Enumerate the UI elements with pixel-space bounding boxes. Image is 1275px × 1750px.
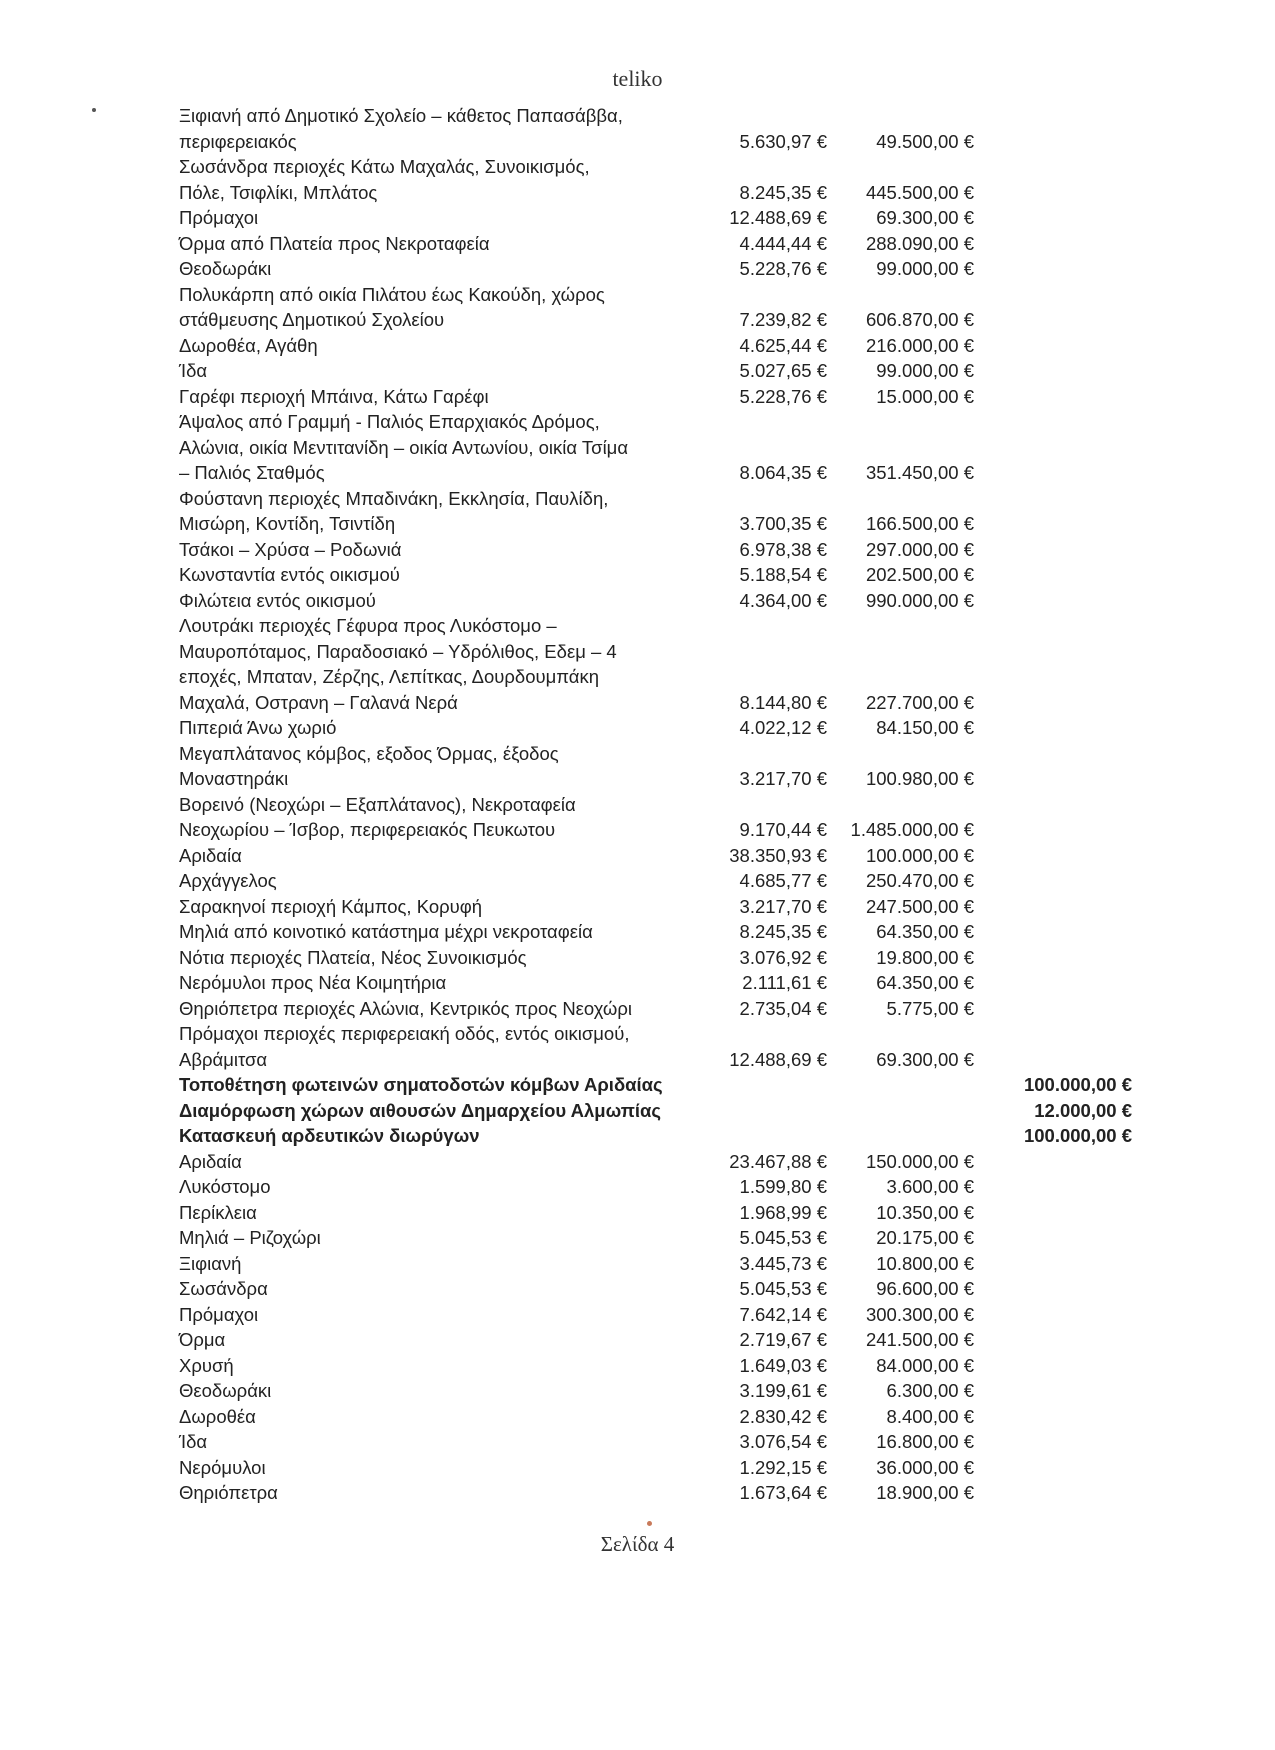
amount-a: 3.199,61 € [739,1380,827,1401]
table-row [179,1276,1139,1302]
amount-a: 38.350,93 € [729,844,827,866]
amount-b: 227.700,00 € [865,691,974,713]
amount-a: 5.045,53 € [739,1278,827,1299]
amount-a: 5.630,97 € [739,130,827,152]
table-row [179,180,1139,206]
amount-b: 166.500,00 € [865,513,974,534]
row-label: Κατασκευή αρδευτικών διωρύγων [179,1125,480,1146]
table-row [179,1149,1139,1175]
amount-a: 2.111,61 € [742,972,827,993]
amount-b: 6.300,00 € [886,1380,974,1401]
amount-a: 4.685,77 € [739,870,827,891]
row-label: Πόλε, Τσιφλίκι, Μπλάτος [179,181,378,203]
row-label: Ξιφιανή [179,1252,242,1274]
table-row [179,1327,1139,1353]
amount-a: 8.064,35 € [739,462,827,483]
amount-a: 6.978,38 € [739,538,827,560]
amount-a: 2.719,67 € [739,1329,827,1350]
row-label: Νερόμυλοι [179,1456,266,1478]
section-total: 100.000,00 € [1023,1074,1132,1095]
amount-b: 300.300,00 € [865,1303,974,1325]
amount-b: 297.000,00 € [865,538,974,560]
row-label: Χρυσή [179,1354,234,1376]
amount-b: 351.450,00 € [865,462,974,483]
row-label: Πιπεριά Άνω χωριό [179,717,337,738]
amount-a: 2.830,42 € [739,1405,827,1427]
table-row [179,1174,1139,1200]
amount-b: 69.300,00 € [876,1048,974,1070]
table-row [179,919,1139,945]
amount-a: 3.217,70 € [739,768,827,789]
amount-a: 1.673,64 € [739,1482,827,1503]
row-label: Όρμα [179,1329,226,1350]
row-label: εποχές, Μπαταν, Ζέρζης, Λεπίτκας, Δουρδουμπάκη [179,666,599,687]
table-row [179,817,1139,843]
table-row [179,384,1139,410]
amount-a: 12.488,69 € [729,207,827,228]
amount-b: 20.175,00 € [876,1227,974,1248]
amount-a: 4.444,44 € [739,232,827,254]
row-label: Πολυκάρπη από οικία Πιλάτου έως Κακούδη, χώρος [179,283,605,305]
table-row [179,511,1139,537]
row-label: Μαυροπόταμος, Παραδοσιακό – Υδρόλιθος, Εδεμ – 4 [179,640,617,662]
table-row [179,333,1139,359]
table-row [179,1251,1139,1277]
table-row [179,129,1139,155]
scan-speck [647,1521,652,1526]
row-label: Αβράμιτσα [179,1048,268,1070]
amount-a: 3.217,70 € [739,895,827,917]
row-label: Μεγαπλάτανος κόμβος, εξοδος Όρμας, έξοδος [179,742,559,764]
table-row [179,486,1139,512]
table-row [179,945,1139,971]
amount-a: 5.188,54 € [739,564,827,585]
table-row [179,460,1139,486]
amount-a: 5.228,76 € [739,258,827,279]
amount-a: 12.488,69 € [729,1048,827,1070]
row-label: Αρχάγγελος [179,870,277,891]
row-label: – Παλιός Σταθμός [179,462,325,483]
amount-b: 64.350,00 € [876,972,974,993]
row-label: Ίδα [179,1431,208,1452]
row-label: περιφερειακός [179,130,297,152]
amount-a: 23.467,88 € [729,1150,827,1172]
table-row [179,1378,1139,1404]
table-row [179,307,1139,333]
page-footer: Σελίδα 4 [600,1532,675,1556]
table-row [179,843,1139,869]
row-label: Λουτράκι περιοχές Γέφυρα προς Λυκόστομο – [179,615,557,636]
table-row [179,1302,1139,1328]
row-label: Μηλιά από κοινοτικό κατάστημα μέχρι νεκροταφεία [179,921,593,942]
amount-b: 15.000,00 € [876,385,974,407]
amount-a: 3.076,92 € [739,946,827,968]
amount-b: 216.000,00 € [865,334,974,356]
amount-a: 5.027,65 € [739,360,827,381]
amount-b: 445.500,00 € [865,181,974,203]
amount-b: 84.150,00 € [876,717,974,738]
section-total: 100.000,00 € [1023,1125,1132,1146]
row-label: Ίδα [179,360,208,381]
table-row [179,562,1139,588]
row-label: Άψαλος από Γραμμή - Παλιός Επαρχιακός Δρόμος, [179,411,600,432]
row-label: Αλώνια, οικία Μεντιτανίδη – οικία Αντωνίου, οικία Τσίμα [179,436,629,458]
amount-b: 3.600,00 € [886,1176,974,1197]
table-row [179,358,1139,384]
row-label: στάθμευσης Δημοτικού Σχολείου [179,309,445,330]
amount-a: 1.968,99 € [739,1201,827,1223]
amount-b: 64.350,00 € [876,921,974,942]
amount-b: 1.485.000,00 € [850,819,974,840]
table-row [179,1353,1139,1379]
amount-b: 606.870,00 € [865,309,974,330]
table-row [179,868,1139,894]
amount-a: 4.022,12 € [739,717,827,738]
amount-a: 4.625,44 € [739,334,827,356]
amount-a: 1.292,15 € [739,1456,827,1478]
table-row [179,1225,1139,1251]
row-label: Νεοχωρίου – Ίσβορ, περιφερειακός Πευκωτου [179,819,556,840]
page-header: teliko [612,66,663,91]
table-row [179,1200,1139,1226]
amount-b: 990.000,00 € [865,589,974,611]
amount-b: 36.000,00 € [876,1456,974,1478]
amount-b: 250.470,00 € [865,870,974,891]
row-label: Μαχαλά, Οστρανη – Γαλανά Νερά [179,691,458,713]
amount-b: 19.800,00 € [876,946,974,968]
table-row [179,1404,1139,1430]
amount-b: 100.980,00 € [865,768,974,789]
amount-b: 69.300,00 € [876,207,974,228]
table-row [179,766,1139,792]
table-row [179,103,1139,129]
row-label: Γαρέφι περιοχή Μπάινα, Κάτω Γαρέφι [179,385,489,407]
amount-b: 10.800,00 € [876,1252,974,1274]
row-label: Πρόμαχοι [179,207,259,228]
amount-a: 3.076,54 € [739,1431,827,1452]
row-label: Θεοδωράκι [179,258,272,279]
amount-b: 8.400,00 € [886,1405,974,1427]
budget-table [179,103,1139,1506]
amount-a: 7.642,14 € [739,1303,827,1325]
amount-a: 1.599,80 € [739,1176,827,1197]
table-row [179,537,1139,563]
amount-a: 1.649,03 € [739,1354,827,1376]
amount-a: 8.245,35 € [739,921,827,942]
amount-b: 96.600,00 € [876,1278,974,1299]
table-row [179,1047,1139,1073]
amount-b: 100.000,00 € [865,844,974,866]
amount-a: 3.445,73 € [739,1252,827,1274]
row-label: Νότια περιοχές Πλατεία, Νέος Συνοικισμός [179,946,527,968]
row-label: Αριδαία [179,844,242,866]
row-label: Ξιφιανή από Δημοτικό Σχολείο – κάθετος Παπασάββα, [179,105,623,126]
table-row [179,205,1139,231]
row-label: Βορεινό (Νεοχώρι – Εξαπλάτανος), Νεκροταφεία [179,793,576,815]
amount-b: 288.090,00 € [865,232,974,254]
amount-b: 241.500,00 € [865,1329,974,1350]
table-row [179,613,1139,639]
table-row [179,435,1139,461]
row-label: Σωσάνδρα περιοχές Κάτω Μαχαλάς, Συνοικισμός, [179,156,590,177]
amount-a: 9.170,44 € [739,819,827,840]
table-row [179,256,1139,282]
row-label: Διαμόρφωση χώρων αιθουσών Δημαρχείου Αλμωπίας [179,1099,662,1121]
row-label: Τσάκοι – Χρύσα – Ροδωνιά [179,538,402,560]
amount-b: 99.000,00 € [876,360,974,381]
row-label: Αριδαία [179,1150,242,1172]
table-row [179,970,1139,996]
row-label: Θηριόπετρα [179,1482,278,1503]
row-label: Όρμα από Πλατεία προς Νεκροταφεία [179,232,490,254]
scan-speck [92,108,96,112]
row-label: Μηλιά – Ριζοχώρι [179,1227,321,1248]
amount-b: 5.775,00 € [886,997,974,1019]
amount-b: 247.500,00 € [865,895,974,917]
row-label: Φούστανη περιοχές Μπαδινάκη, Εκκλησία, Παυλίδη, [179,487,609,509]
row-label: Φιλώτεια εντός οικισμού [179,589,376,611]
amount-b: 150.000,00 € [865,1150,974,1172]
amount-b: 84.000,00 € [876,1354,974,1376]
table-row [179,741,1139,767]
amount-b: 10.350,00 € [876,1201,974,1223]
row-label: Μοναστηράκι [179,768,289,789]
amount-b: 16.800,00 € [876,1431,974,1452]
row-label: Θηριόπετρα περιοχές Αλώνια, Κεντρικός προς Νεοχώρι [179,997,633,1019]
amount-a: 7.239,82 € [739,309,827,330]
amount-a: 2.735,04 € [739,997,827,1019]
table-row [179,664,1139,690]
row-label: Θεοδωράκι [179,1380,272,1401]
row-label: Περίκλεια [179,1201,257,1223]
amount-b: 49.500,00 € [876,130,974,152]
table-row [179,996,1139,1022]
row-label: Κωνσταντία εντός οικισμού [179,564,400,585]
amount-b: 202.500,00 € [865,564,974,585]
amount-a: 8.245,35 € [739,181,827,203]
table-row [179,409,1139,435]
section-heading-row [179,1098,1139,1124]
amount-a: 5.228,76 € [739,385,827,407]
table-row [179,1455,1139,1481]
table-row [179,639,1139,665]
amount-b: 99.000,00 € [876,258,974,279]
amount-b: 18.900,00 € [876,1482,974,1503]
table-row [179,1021,1139,1047]
table-row [179,231,1139,257]
table-row [179,894,1139,920]
section-total: 12.000,00 € [1034,1099,1132,1121]
row-label: Λυκόστομο [179,1176,271,1197]
section-heading-row [179,1123,1139,1149]
row-label: Πρόμαχοι [179,1303,259,1325]
table-row [179,715,1139,741]
table-row [179,1480,1139,1506]
amount-a: 5.045,53 € [739,1227,827,1248]
table-row [179,588,1139,614]
table-row [179,690,1139,716]
row-label: Τοποθέτηση φωτεινών σηματοδοτών κόμβων Αριδαίας [179,1074,663,1095]
table-row [179,282,1139,308]
row-label: Μισώρη, Κοντίδη, Τσιντίδη [179,513,396,534]
table-row [179,154,1139,180]
row-label: Δωροθέα, Αγάθη [179,334,318,356]
section-heading-row [179,1072,1139,1098]
table-row [179,792,1139,818]
row-label: Δωροθέα [179,1405,256,1427]
row-label: Σαρακηνοί περιοχή Κάμπος, Κορυφή [179,895,483,917]
amount-a: 8.144,80 € [739,691,827,713]
row-label: Σωσάνδρα [179,1278,268,1299]
row-label: Πρόμαχοι περιοχές περιφερειακή οδός, εντός οικισμού, [179,1023,630,1044]
amount-a: 4.364,00 € [739,589,827,611]
table-row [179,1429,1139,1455]
amount-a: 3.700,35 € [739,513,827,534]
row-label: Νερόμυλοι προς Νέα Κοιμητήρια [179,972,447,993]
